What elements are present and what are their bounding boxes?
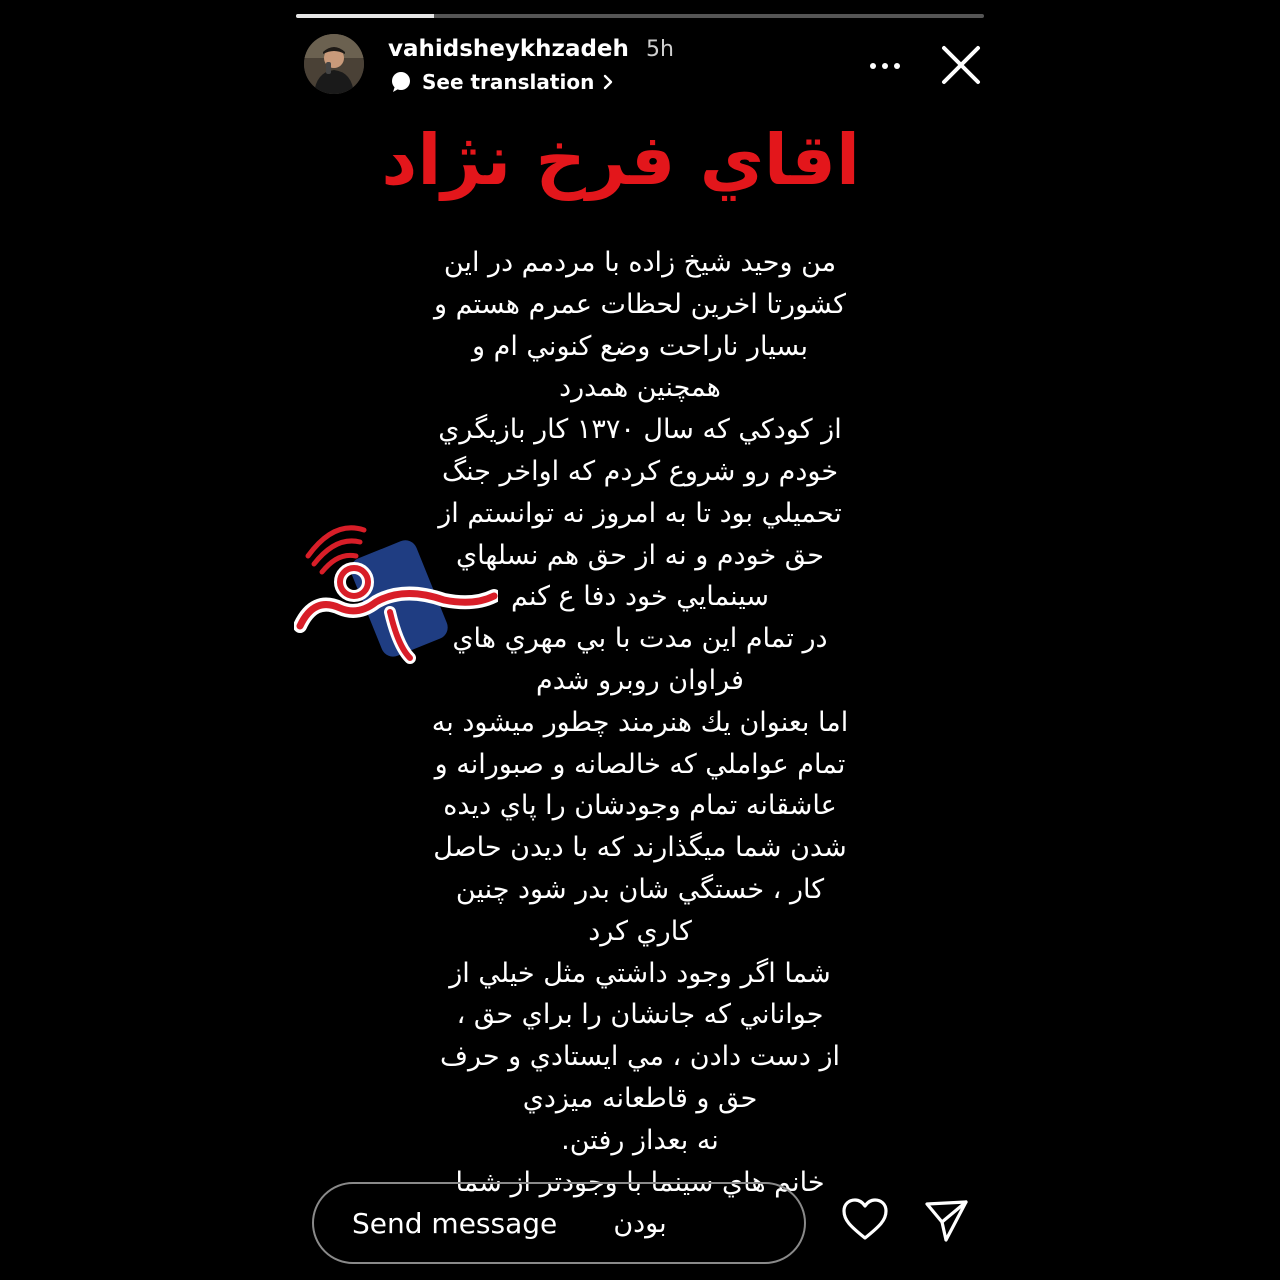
avatar-photo-icon: [304, 34, 364, 94]
story-text-line: تحميلي بود تا به امروز نه توانستم از: [438, 497, 842, 529]
post-time: 5h: [646, 37, 674, 62]
see-translation-link[interactable]: [390, 68, 614, 96]
watermark-logo: [294, 516, 498, 666]
username[interactable]: vahidsheykhzadeh: [388, 36, 629, 62]
story-text-line: نه بعداز رفتن.: [561, 1124, 719, 1156]
story-text-line: كشورتا اخرين لحظات عمرم هستم و: [433, 288, 846, 320]
story-text-line: سينمايي خود دفا ع كنم: [510, 581, 769, 613]
story-text-line: عاشقانه تمام وجودشان را پاي ديده: [443, 790, 837, 822]
story-text-line: از كودكي كه سال ١٣٧٠ كار بازيگري: [438, 414, 842, 446]
send-icon[interactable]: [922, 1196, 970, 1244]
story-text-line: حق خودم و نه از حق هم نسلهاي: [456, 539, 824, 571]
story-text-line: خودم رو شروع كردم كه اواخر جنگ: [441, 455, 839, 487]
story-progress-fill: [296, 14, 434, 18]
story-text-line: اما بعنوان يك هنرمند چطور ميشود به: [431, 706, 849, 738]
story-text: [420, 242, 860, 1245]
story-text-line: كاري كرد: [588, 915, 692, 947]
more-horizontal-icon[interactable]: [866, 54, 906, 78]
story-text-line: من وحيد شيخ زاده با مردمم در اين: [443, 247, 837, 278]
send-message-placeholder: Send message: [352, 1206, 558, 1240]
story-text-line: از دست دادن ، مي ايستادي و حرف: [439, 1041, 841, 1073]
see-translation-label: See translation: [422, 70, 595, 94]
story-text-line: بسيار ناراحت وضع كنوني ام و: [472, 330, 808, 362]
story-text-line: خانم هاي سينما با وجودتر از شما: [455, 1166, 825, 1198]
story-text-line: كار ، خستگي شان بدر شود چنين: [455, 873, 825, 905]
send-message-input[interactable]: [312, 1182, 806, 1264]
story-text-line: بودن: [613, 1208, 667, 1240]
story-text-line: شما اگر وجود داشتي مثل خيلي از: [449, 957, 831, 989]
story-text-line: حق و قاطعانه ميزدي: [522, 1082, 758, 1114]
story-text-line: فراوان روبرو شدم: [536, 664, 744, 696]
translate-bubble-icon: [390, 71, 412, 93]
story-text-line: تمام عواملي كه خالصانه و صبورانه و: [434, 748, 846, 780]
avatar[interactable]: [304, 34, 364, 94]
heart-icon[interactable]: [840, 1196, 890, 1244]
chevron-right-icon: [602, 74, 614, 90]
story-text-line: در تمام اين مدت با بي مهري هاي: [452, 623, 828, 655]
story-text-line: جواناني كه جانشان را براي حق ،: [456, 999, 824, 1031]
story-text-line: همچنين همدرد: [559, 372, 721, 404]
story-title: اقاي فرخ نژاد: [381, 119, 860, 201]
close-icon[interactable]: [940, 44, 982, 86]
story-progress-bar: [296, 14, 984, 18]
story-text-line: شدن شما ميگذارند كه با ديدن حاصل: [433, 832, 847, 864]
